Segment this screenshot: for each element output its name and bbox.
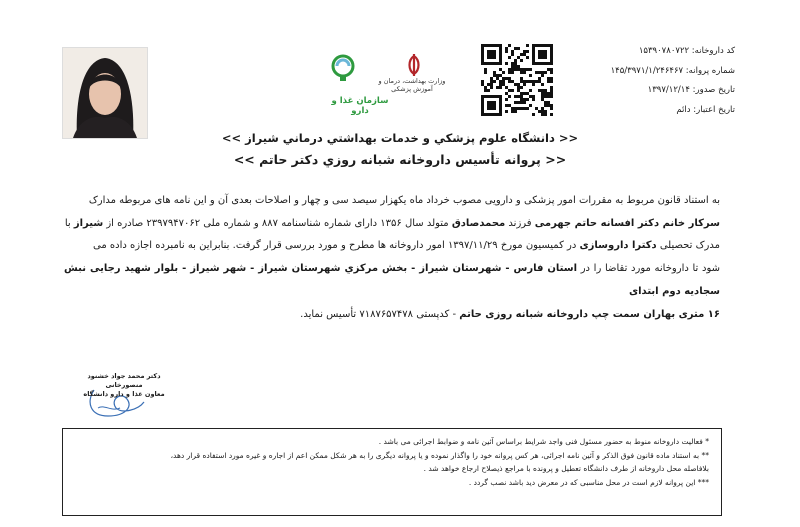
signatory-role: معاون غذا و دارو دانشگاه (83, 390, 165, 398)
note-3: بلافاصله محل داروخانه از طرف دانشگاه تعطیل و پرونده با مراجع ذیصلاح ارجاع خواهد شد . (423, 464, 709, 473)
license-body (64, 190, 720, 326)
note-1: * فعالیت داروخانه منوط به حضور مسئول فنی واجد شرایط براساس آئین نامه و ضوابط اجرائی می باشد . (378, 437, 709, 446)
note-4: *** این پروانه لازم است در محل مناسبی که در معرض دید باشد نصب گردد . (468, 477, 709, 487)
body-line-3: مدرک تحصیلی دکترا داروسازی در کمیسیون مورخ ۱۳۹۷/۱۱/۲۹ امور داروخانه ها مطرح و مورد بررسی قرار گرفت. بنابراین به نامبرده اجازه داده می (93, 240, 720, 252)
signatory-name: دکتر محمد جواد خشنود منصورخانی (87, 372, 161, 389)
qr-code-icon (481, 44, 553, 116)
notes-box (62, 428, 722, 516)
issue-date: تاریخ صدور: ۱۳۹۷/۱۲/۱۴ (647, 85, 735, 95)
signatory (68, 372, 180, 399)
validity: تاریخ اعتبار: دائم (676, 104, 735, 115)
license-number: شماره پروانه: ۱۴۵/۳۹۷۱/۱/۲۴۶۴۶۷ (610, 65, 735, 76)
body-line-4: شود تا داروخانه مورد تقاضا را در استان فارس - شهرستان شیراز - بخش مرکزي شهرستان شيراز - شهر شیراز - بلوار شهيد رجايی نبش سجاديه دوم ابتدای (64, 263, 720, 297)
fda-name: سازمان غذا و دارو (331, 96, 389, 116)
body-line-5: ۱۶ متری بهاران سمت چپ داروخانه شبانه روزی حاتم - کدپستی ۷۱۸۷۶۵۷۴۷۸ تأسیس نماید. (300, 308, 720, 320)
university-heading: << دانشگاه علوم پزشكي و خدمات بهداشتي درماني شيراز >> (221, 131, 579, 145)
ministry-name: وزارت بهداشت، درمان و آموزش پزشکی (378, 77, 446, 93)
license-title: << پروانه تأسيس داروخانه شبانه روزي دكتر حاتم >> (233, 152, 567, 167)
body-line-1: به استناد قانون مربوط به مقررات امور پزشکی و دارویی مصوب خرداد ماه یکهزار سیصد سی و چهار و اصلاحات بعدی آن و این نامه های مربوطه مدارک (88, 195, 720, 206)
pharmacy-code: کد داروخانه: ۱۵۳۹۰۷۸۰۷۲۲ (638, 46, 735, 56)
note-2: ** به استناد ماده قانون فوق الذکر و آئین نامه اجرائی، هر کس پروانه خود را واگذار نموده و یا پروانه دیگری را به هر شکل ممکن اعم از اجاره و غیره مورد استفاده قرار دهد، (170, 450, 709, 460)
logos (322, 52, 462, 122)
body-line-2: سرکار خانم دکتر افسانه حاتم جهرمی فرزند محمدصادق متولد سال ۱۳۵۶ دارای شماره شناسنامه ۸۸۷ و شماره ملی ۲۳۹۷۹۴۷۰۶۲ صادره از شیراز با (64, 217, 720, 229)
license-meta (565, 42, 735, 120)
applicant-photo (62, 47, 148, 139)
